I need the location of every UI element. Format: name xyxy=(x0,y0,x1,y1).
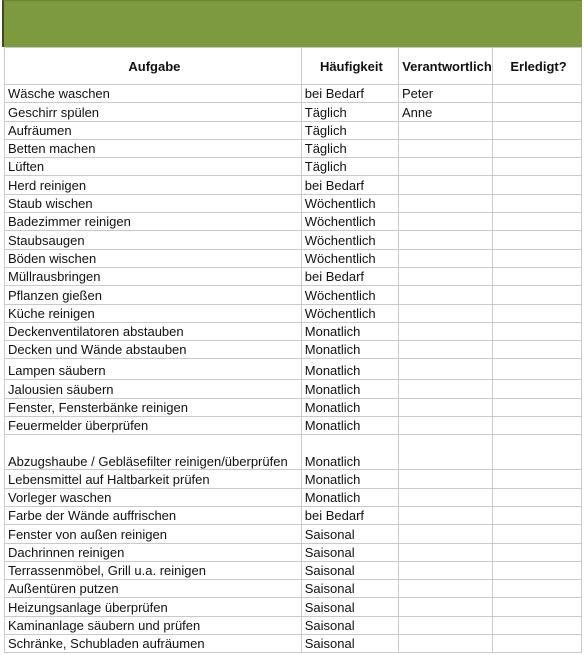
cell-responsible[interactable] xyxy=(398,488,492,506)
cell-frequency[interactable]: Monatlich xyxy=(301,398,398,416)
cell-responsible[interactable] xyxy=(398,417,492,435)
cell-done[interactable] xyxy=(493,506,582,524)
cell-done[interactable] xyxy=(493,231,582,249)
cell-responsible[interactable] xyxy=(398,231,492,249)
header-task[interactable]: Aufgabe xyxy=(5,48,302,85)
cell-responsible[interactable] xyxy=(398,380,492,398)
table-row xyxy=(5,543,582,561)
cell-frequency[interactable]: Saisonal xyxy=(301,525,398,543)
cell-task[interactable]: Abzugshaube / Gebläsefilter reinigen/überprüfen xyxy=(5,435,302,470)
cell-done[interactable] xyxy=(493,176,582,194)
cell-task[interactable]: Deckenventilatoren abstauben xyxy=(5,322,302,340)
cell-task[interactable]: Wäsche waschen xyxy=(5,85,302,103)
cell-responsible[interactable] xyxy=(398,435,492,470)
cell-responsible[interactable] xyxy=(398,398,492,416)
cell-responsible[interactable] xyxy=(398,506,492,524)
cell-responsible[interactable] xyxy=(398,561,492,579)
cell-responsible[interactable] xyxy=(398,322,492,340)
cell-task[interactable]: Lüften xyxy=(5,158,302,176)
table-row xyxy=(5,85,582,103)
cell-frequency[interactable]: Monatlich xyxy=(301,417,398,435)
cell-frequency[interactable]: Monatlich xyxy=(301,470,398,488)
cell-responsible[interactable] xyxy=(398,267,492,285)
cell-task[interactable]: Staub wischen xyxy=(5,194,302,212)
cell-responsible[interactable]: Peter xyxy=(398,85,492,103)
cell-task[interactable]: Terrassenmöbel, Grill u.a. reinigen xyxy=(5,561,302,579)
cell-frequency[interactable]: Monatlich xyxy=(301,435,398,470)
cell-task[interactable]: Fenster, Fensterbänke reinigen xyxy=(5,398,302,416)
table-row xyxy=(5,176,582,194)
cell-frequency[interactable]: bei Bedarf xyxy=(301,506,398,524)
table-row xyxy=(5,435,582,470)
cell-task[interactable]: Jalousien säubern xyxy=(5,380,302,398)
cell-task[interactable]: Lampen säubern xyxy=(5,359,302,380)
chore-table xyxy=(4,47,582,653)
table-row xyxy=(5,103,582,121)
cell-responsible[interactable] xyxy=(398,525,492,543)
cell-frequency[interactable]: Wöchentlich xyxy=(301,286,398,304)
cell-responsible[interactable] xyxy=(398,616,492,634)
cell-done[interactable] xyxy=(493,249,582,267)
cell-frequency[interactable]: Saisonal xyxy=(301,616,398,634)
table-row xyxy=(5,231,582,249)
cell-done[interactable] xyxy=(493,525,582,543)
cell-responsible[interactable] xyxy=(398,176,492,194)
table-row xyxy=(5,525,582,543)
cell-done[interactable] xyxy=(493,435,582,470)
cell-task[interactable]: Böden wischen xyxy=(5,249,302,267)
cell-task[interactable]: Schränke, Schubladen aufräumen xyxy=(5,635,302,653)
cell-frequency[interactable]: Täglich xyxy=(301,139,398,157)
cell-task[interactable]: Dachrinnen reinigen xyxy=(5,543,302,561)
cell-task[interactable]: Herd reinigen xyxy=(5,176,302,194)
cell-task[interactable]: Aufräumen xyxy=(5,121,302,139)
cell-done[interactable] xyxy=(493,635,582,653)
table-body xyxy=(5,85,582,653)
cell-frequency[interactable]: Wöchentlich xyxy=(301,249,398,267)
cell-frequency[interactable]: Monatlich xyxy=(301,322,398,340)
table-row xyxy=(5,194,582,212)
cell-responsible[interactable] xyxy=(398,249,492,267)
header-done[interactable]: Erledigt? xyxy=(493,48,582,85)
table-row xyxy=(5,121,582,139)
cell-responsible[interactable] xyxy=(398,121,492,139)
table-row xyxy=(5,267,582,285)
cell-frequency[interactable]: Saisonal xyxy=(301,635,398,653)
cell-responsible[interactable] xyxy=(398,470,492,488)
cell-frequency[interactable]: Saisonal xyxy=(301,598,398,616)
cell-frequency[interactable]: Täglich xyxy=(301,158,398,176)
cell-done[interactable] xyxy=(493,488,582,506)
cell-task[interactable]: Fenster von außen reinigen xyxy=(5,525,302,543)
cell-done[interactable] xyxy=(493,417,582,435)
chore-sheet xyxy=(2,0,582,653)
cell-done[interactable] xyxy=(493,359,582,380)
table-row xyxy=(5,359,582,380)
cell-task[interactable]: Müllrausbringen xyxy=(5,267,302,285)
cell-responsible[interactable] xyxy=(398,543,492,561)
cell-frequency[interactable]: Wöchentlich xyxy=(301,231,398,249)
table-row xyxy=(5,470,582,488)
header-responsible[interactable]: Verantwortlich xyxy=(398,48,492,85)
table-row xyxy=(5,398,582,416)
header-banner xyxy=(2,0,582,47)
cell-frequency[interactable]: Saisonal xyxy=(301,543,398,561)
table-row xyxy=(5,380,582,398)
table-row xyxy=(5,286,582,304)
cell-responsible[interactable] xyxy=(398,194,492,212)
cell-responsible[interactable]: Anne xyxy=(398,103,492,121)
cell-done[interactable] xyxy=(493,470,582,488)
cell-frequency[interactable]: bei Bedarf xyxy=(301,85,398,103)
header-frequency[interactable]: Häufigkeit xyxy=(301,48,398,85)
cell-task[interactable]: Vorleger waschen xyxy=(5,488,302,506)
cell-frequency[interactable]: Monatlich xyxy=(301,341,398,359)
table-row xyxy=(5,506,582,524)
cell-done[interactable] xyxy=(493,341,582,359)
cell-frequency[interactable]: bei Bedarf xyxy=(301,267,398,285)
cell-task[interactable]: Feuermelder überprüfen xyxy=(5,417,302,435)
cell-responsible[interactable] xyxy=(398,341,492,359)
cell-done[interactable] xyxy=(493,561,582,579)
cell-done[interactable] xyxy=(493,213,582,231)
cell-frequency[interactable]: Täglich xyxy=(301,121,398,139)
cell-done[interactable] xyxy=(493,103,582,121)
cell-frequency[interactable]: Monatlich xyxy=(301,488,398,506)
cell-task[interactable]: Betten machen xyxy=(5,139,302,157)
cell-frequency[interactable]: Monatlich xyxy=(301,380,398,398)
cell-responsible[interactable] xyxy=(398,598,492,616)
cell-responsible[interactable] xyxy=(398,304,492,322)
cell-responsible[interactable] xyxy=(398,286,492,304)
cell-frequency[interactable]: Saisonal xyxy=(301,561,398,579)
cell-responsible[interactable] xyxy=(398,139,492,157)
cell-task[interactable]: Decken und Wände abstauben xyxy=(5,341,302,359)
cell-task[interactable]: Lebensmittel auf Haltbarkeit prüfen xyxy=(5,470,302,488)
cell-responsible[interactable] xyxy=(398,359,492,380)
table-row xyxy=(5,488,582,506)
table-row xyxy=(5,249,582,267)
cell-done[interactable] xyxy=(493,85,582,103)
table-row xyxy=(5,304,582,322)
cell-frequency[interactable]: Wöchentlich xyxy=(301,213,398,231)
table-row xyxy=(5,158,582,176)
cell-task[interactable]: Außentüren putzen xyxy=(5,580,302,598)
cell-task[interactable]: Staubsaugen xyxy=(5,231,302,249)
cell-frequency[interactable]: Wöchentlich xyxy=(301,304,398,322)
cell-responsible[interactable] xyxy=(398,580,492,598)
cell-task[interactable]: Farbe der Wände auffrischen xyxy=(5,506,302,524)
table-row xyxy=(5,580,582,598)
cell-frequency[interactable]: Monatlich xyxy=(301,359,398,380)
table-row xyxy=(5,322,582,340)
cell-done[interactable] xyxy=(493,158,582,176)
cell-task[interactable]: Heizungsanlage überprüfen xyxy=(5,598,302,616)
cell-done[interactable] xyxy=(493,139,582,157)
cell-frequency[interactable]: Täglich xyxy=(301,103,398,121)
cell-done[interactable] xyxy=(493,543,582,561)
cell-responsible[interactable] xyxy=(398,158,492,176)
table-row xyxy=(5,635,582,653)
cell-done[interactable] xyxy=(493,286,582,304)
cell-task[interactable]: Badezimmer reinigen xyxy=(5,213,302,231)
cell-frequency[interactable]: Saisonal xyxy=(301,580,398,598)
cell-frequency[interactable]: Wöchentlich xyxy=(301,194,398,212)
header-row xyxy=(5,48,582,85)
cell-responsible[interactable] xyxy=(398,213,492,231)
table-row xyxy=(5,561,582,579)
cell-done[interactable] xyxy=(493,398,582,416)
cell-frequency[interactable]: bei Bedarf xyxy=(301,176,398,194)
cell-responsible[interactable] xyxy=(398,635,492,653)
cell-done[interactable] xyxy=(493,121,582,139)
cell-done[interactable] xyxy=(493,616,582,634)
table-row xyxy=(5,341,582,359)
table-row xyxy=(5,616,582,634)
cell-task[interactable]: Pflanzen gießen xyxy=(5,286,302,304)
table-row xyxy=(5,417,582,435)
table-row xyxy=(5,598,582,616)
cell-done[interactable] xyxy=(493,304,582,322)
cell-done[interactable] xyxy=(493,194,582,212)
table-row xyxy=(5,213,582,231)
cell-task[interactable]: Kaminanlage säubern und prüfen xyxy=(5,616,302,634)
cell-done[interactable] xyxy=(493,380,582,398)
cell-task[interactable]: Küche reinigen xyxy=(5,304,302,322)
cell-done[interactable] xyxy=(493,580,582,598)
cell-task[interactable]: Geschirr spülen xyxy=(5,103,302,121)
cell-done[interactable] xyxy=(493,267,582,285)
table-row xyxy=(5,139,582,157)
cell-done[interactable] xyxy=(493,598,582,616)
cell-done[interactable] xyxy=(493,322,582,340)
